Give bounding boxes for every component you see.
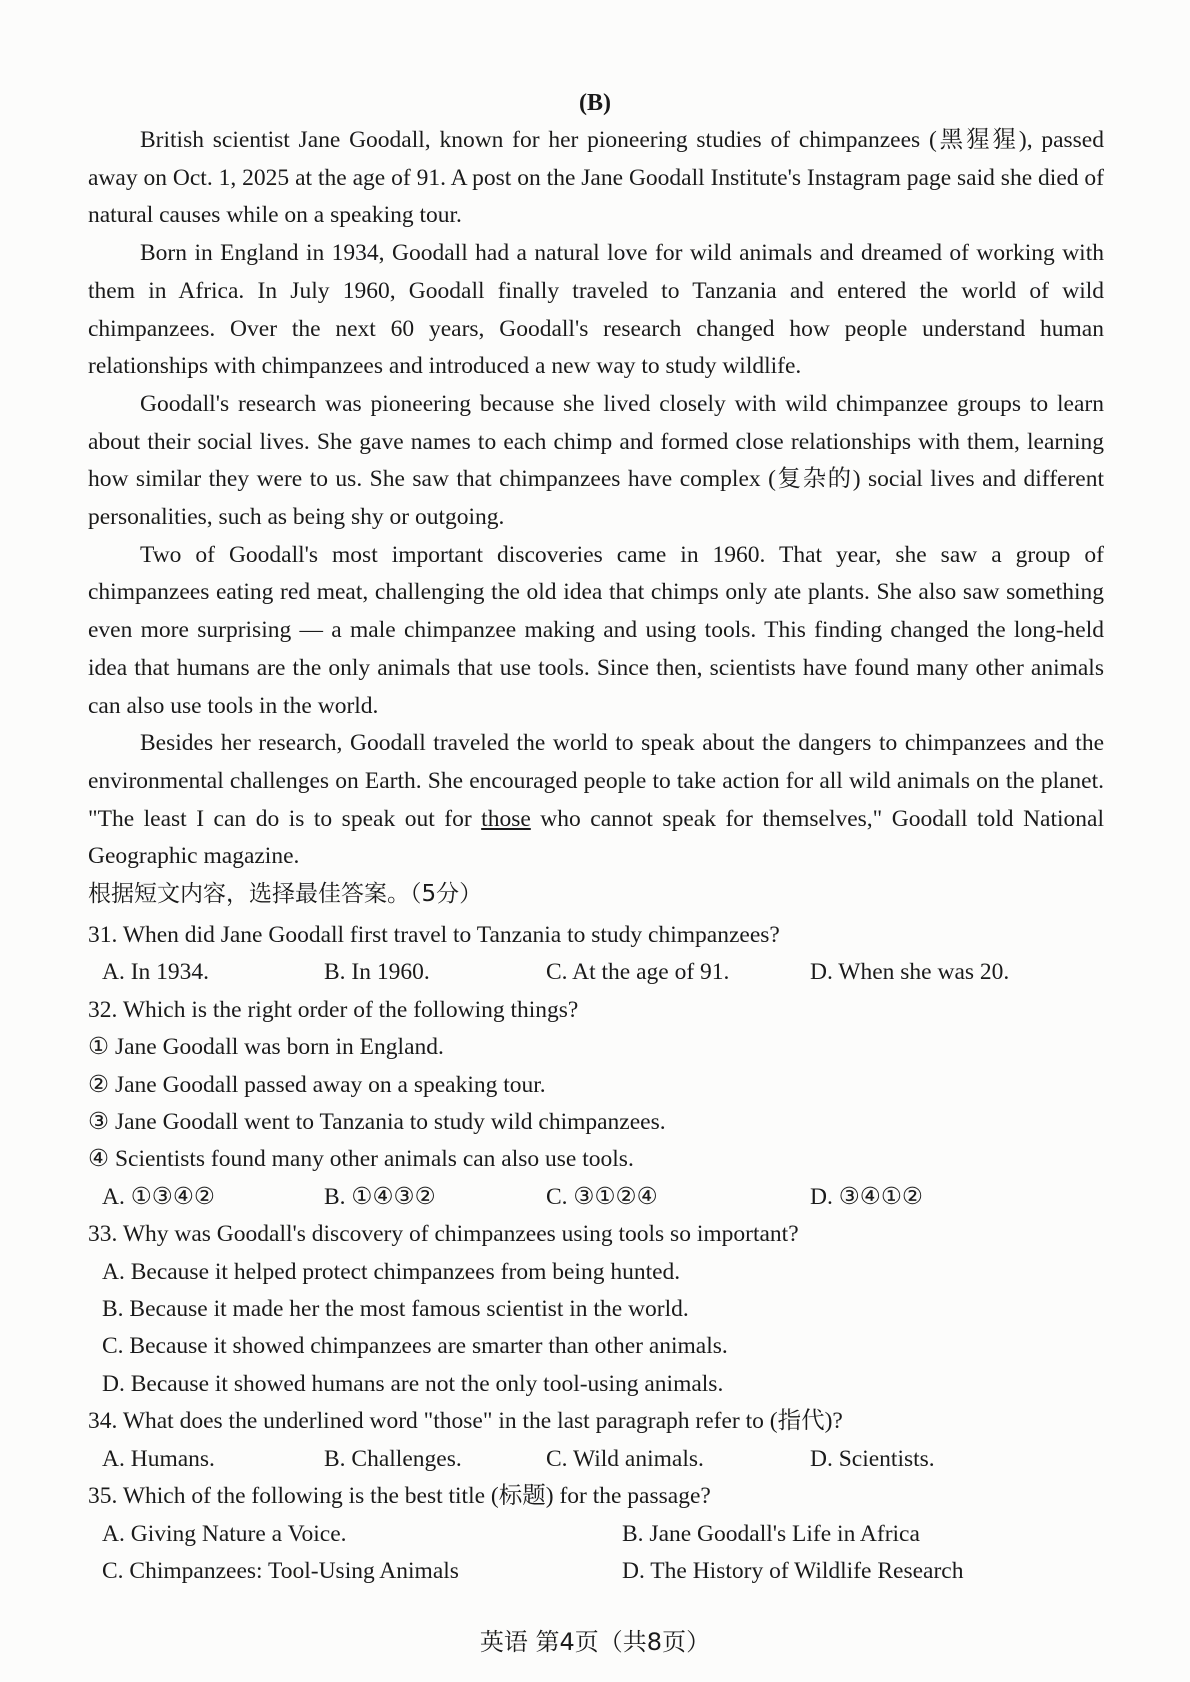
paragraph-5-text-start: Besides her research, Goodall traveled the world to speak about the dangers to chimpanzees and the environmental challenges on Earth. She encouraged people to take action for all wild animals on the planet. "The least I can do is to speak out for <box>88 730 1104 832</box>
question-31 <box>88 917 1104 992</box>
option-c[interactable]: C. At the age of 91. <box>546 959 730 986</box>
question-stem: 35. Which of the following is the best title (标题) for the passage? <box>88 1483 711 1510</box>
answer-options <box>88 1516 1104 1591</box>
option-d[interactable]: D. Scientists. <box>810 1445 935 1472</box>
question-stem: 32. Which is the right order of the following things? <box>88 996 579 1023</box>
passage-paragraph-2: Born in England in 1934, Goodall had a natural love for wild animals and dreamed of working with them in Africa. In July 1960, Goodall finally traveled to Tanzania and entered the world of wild chimpanzees. Over the next 60 years, Goodall's research changed how people understand human relationships with chimpanzees and introduced a new way to study wildlife. <box>88 240 1104 380</box>
passage-paragraph-5 <box>88 725 1104 876</box>
option-b[interactable]: B. In 1960. <box>324 959 430 986</box>
option-a[interactable]: A. Because it helped protect chimpanzees from being hunted. <box>102 1258 681 1285</box>
option-a[interactable]: A. Giving Nature a Voice. <box>102 1520 347 1547</box>
answer-options <box>88 1254 1104 1404</box>
question-stem: 34. What does the underlined word "those" in the last paragraph refer to (指代)? <box>88 1408 843 1435</box>
passage-paragraph-1: British scientist Jane Goodall, known for her pioneering studies of chimpanzees (黑猩猩), passed away on Oct. 1, 2025 at the age of 91. A post on the Jane Goodall Institute's Instagram page said she died of natural causes while on a speaking tour. <box>88 127 1104 229</box>
answer-options <box>88 954 1104 991</box>
question-stem: 31. When did Jane Goodall first travel to Tanzania to study chimpanzees? <box>88 922 780 948</box>
question-34 <box>88 1403 1104 1478</box>
option-b[interactable]: B. Because it made her the most famous scientist in the world. <box>102 1296 689 1323</box>
paragraph-5-text-end: who cannot speak for themselves," Goodall told National Geographic magazine. <box>88 805 1104 870</box>
option-b[interactable]: B. ①④③② <box>324 1183 436 1210</box>
page-footer: 英语 第4页（共8页） <box>479 1628 711 1656</box>
question-33 <box>88 1216 1104 1403</box>
statement-3: ③ Jane Goodall went to Tanzania to study wild chimpanzees. <box>88 1109 666 1136</box>
option-a[interactable]: A. Humans. <box>102 1445 215 1472</box>
statement-2: ② Jane Goodall passed away on a speaking tour. <box>88 1071 546 1098</box>
question-35 <box>88 1478 1104 1590</box>
option-c[interactable]: C. Chimpanzees: Tool-Using Animals <box>102 1557 459 1584</box>
option-d[interactable]: D. Because it showed humans are not the only tool-using animals. <box>102 1370 724 1397</box>
option-a[interactable]: A. ①③④② <box>102 1183 215 1210</box>
option-b[interactable]: B. Challenges. <box>324 1445 462 1472</box>
question-stem: 33. Why was Goodall's discovery of chimpanzees using tools so important? <box>88 1221 799 1248</box>
answer-options <box>88 1441 1104 1478</box>
option-c[interactable]: C. Wild animals. <box>546 1445 704 1472</box>
statement-4: ④ Scientists found many other animals can also use tools. <box>88 1146 634 1173</box>
passage-paragraph-3: Goodall's research was pioneering because she lived closely with wild chimpanzee groups to learn about their social lives. She gave names to each chimp and formed close relationships with them, learning how similar they were to us. She saw that chimpanzees have complex (复杂的) social lives and different personalities, such as being shy or outgoing. <box>88 390 1104 531</box>
option-d[interactable]: D. The History of Wildlife Research <box>622 1557 964 1584</box>
section-label: (B) <box>579 90 611 116</box>
answer-options <box>88 1179 1104 1216</box>
question-list <box>88 917 1104 1590</box>
instructions: 根据短文内容，选择最佳答案。（5分） <box>88 881 483 908</box>
option-d[interactable]: D. When she was 20. <box>810 959 1010 986</box>
underlined-word: those <box>481 805 531 832</box>
passage-paragraph-4: Two of Goodall's most important discoveries came in 1960. That year, she saw a group of chimpanzees eating red meat, challenging the old idea that chimps only ate plants. She also saw something even more surprising — a male chimpanzee making and using tools. This finding changed the long-held idea that humans are the only animals that use tools. Since then, scientists have found many other animals can also use tools in the world. <box>88 541 1104 719</box>
option-d[interactable]: D. ③④①② <box>810 1183 923 1210</box>
statement-1: ① Jane Goodall was born in England. <box>88 1034 444 1061</box>
option-c[interactable]: C. ③①②④ <box>546 1183 658 1210</box>
question-32 <box>88 992 1104 1216</box>
option-b[interactable]: B. Jane Goodall's Life in Africa <box>622 1520 920 1547</box>
option-a[interactable]: A. In 1934. <box>102 959 210 986</box>
reading-passage <box>88 122 1104 914</box>
option-c[interactable]: C. Because it showed chimpanzees are smarter than other animals. <box>102 1333 728 1360</box>
